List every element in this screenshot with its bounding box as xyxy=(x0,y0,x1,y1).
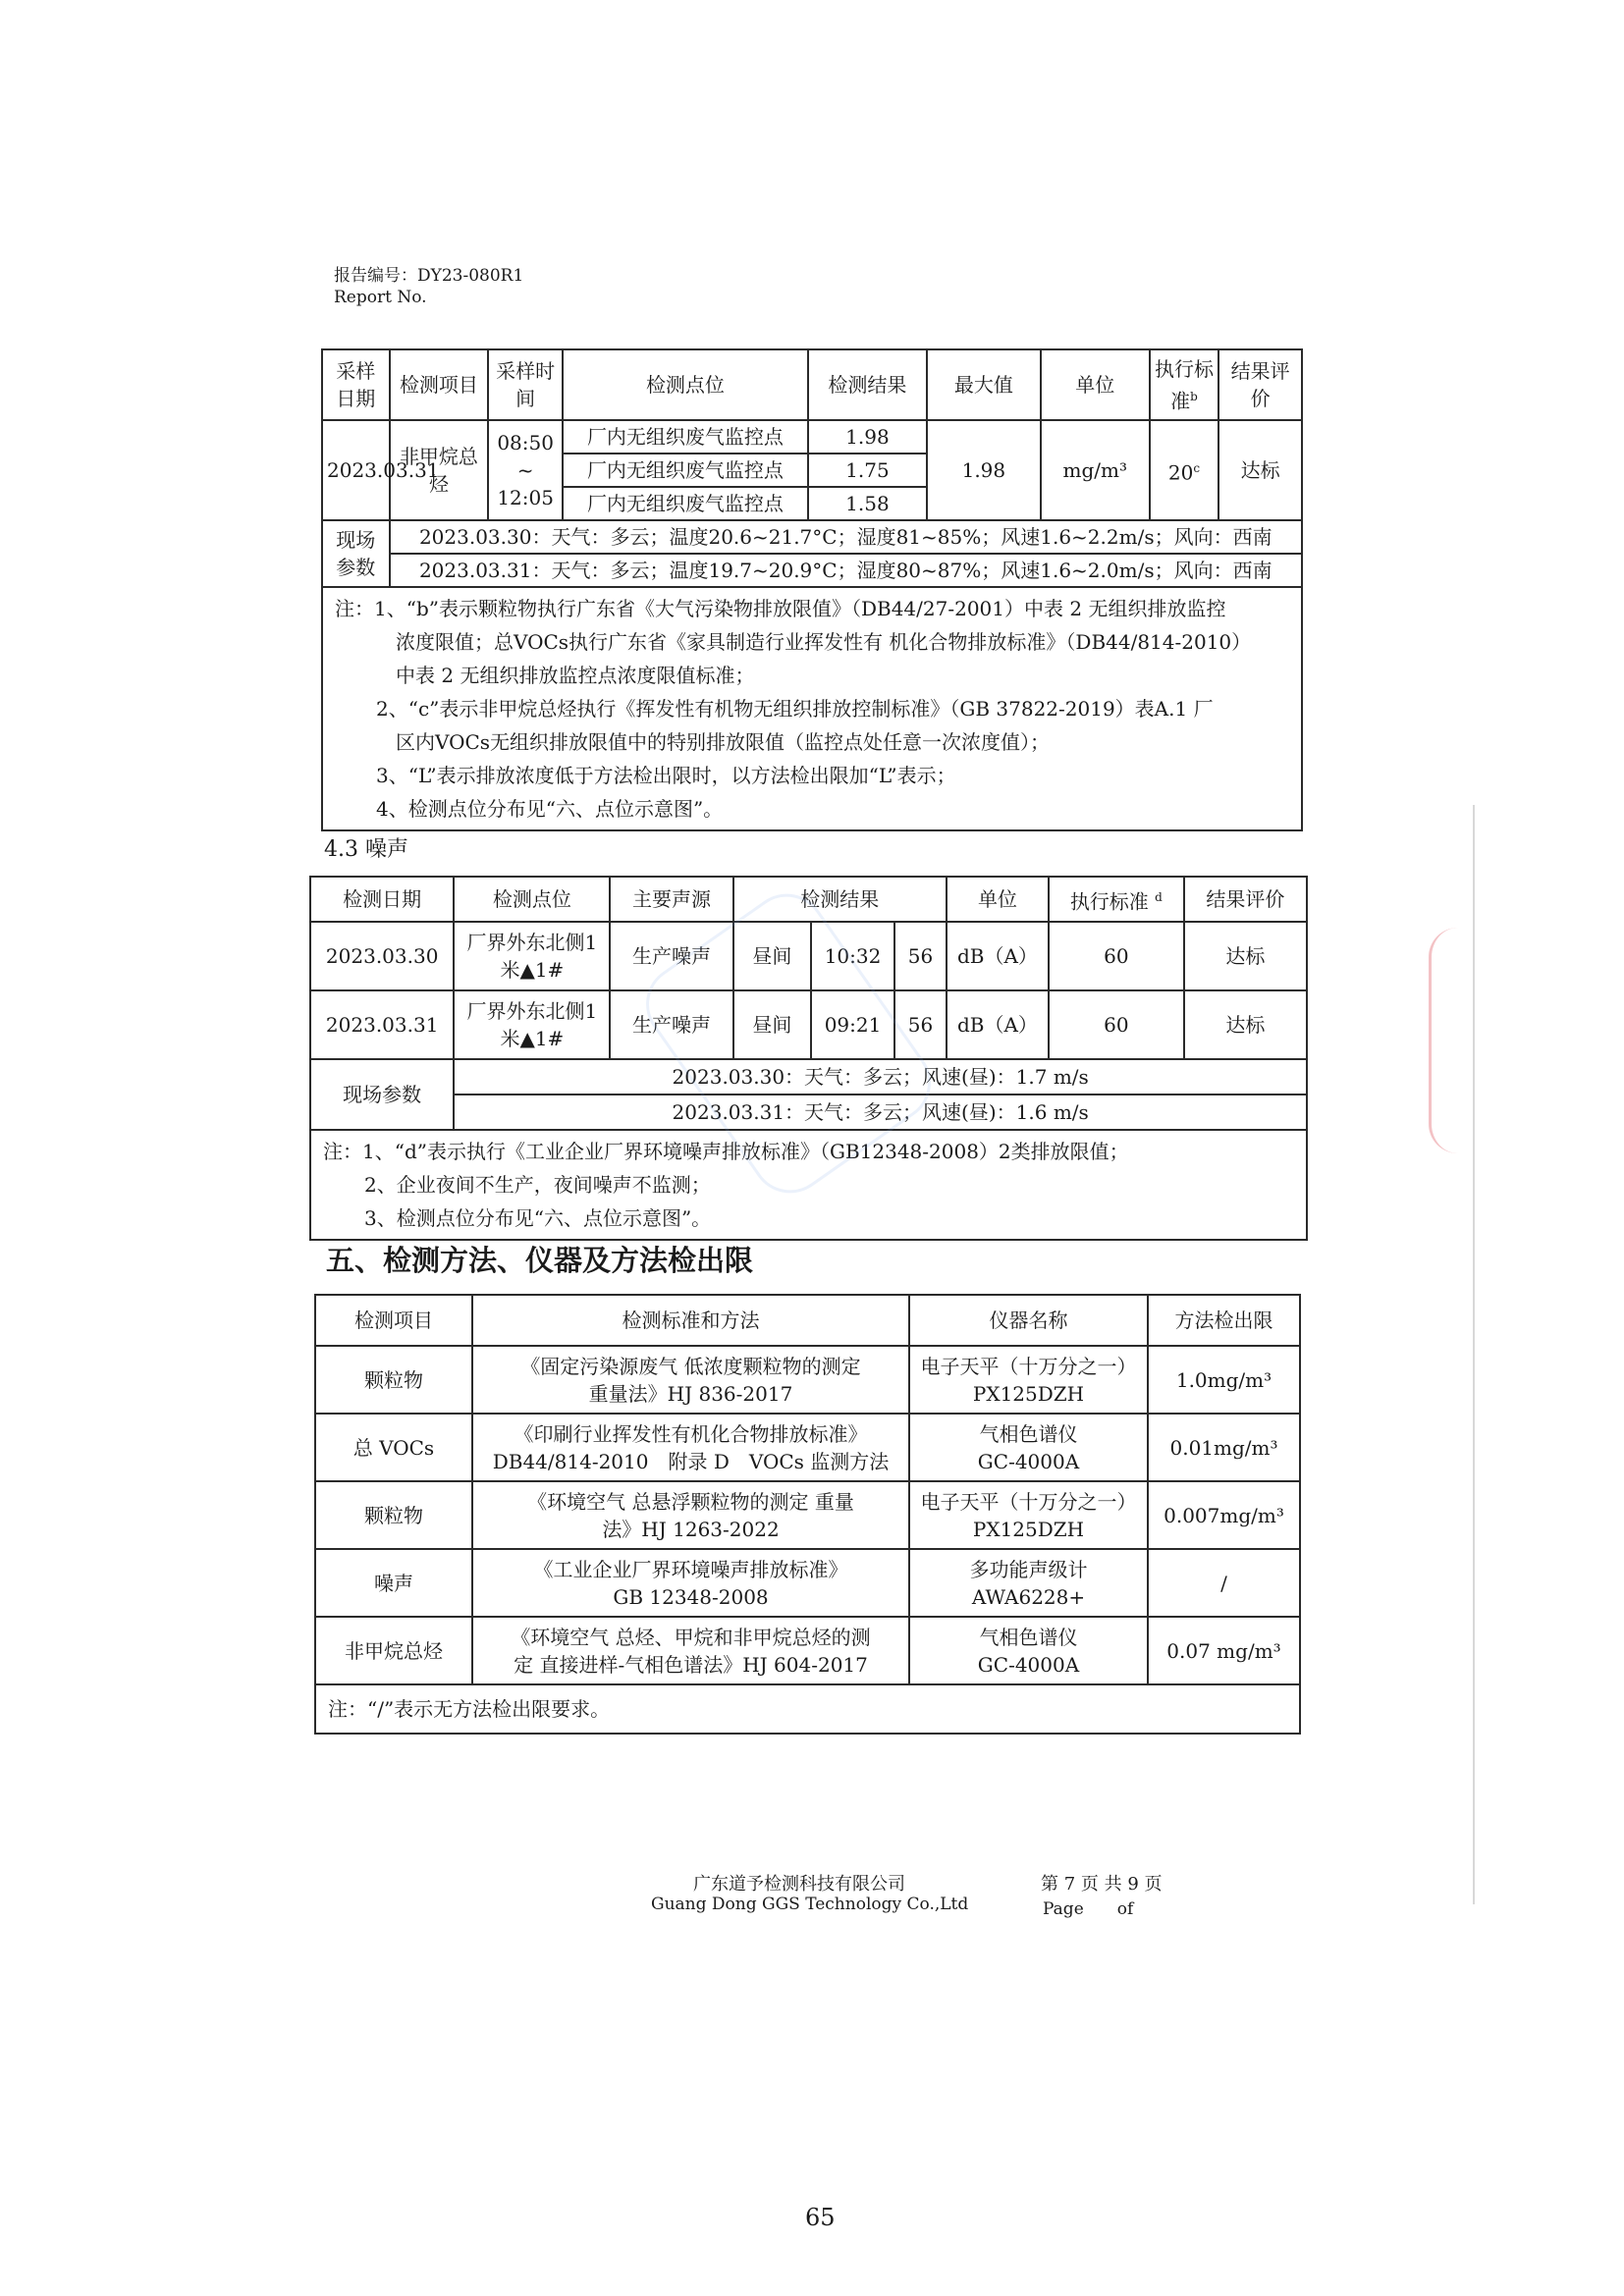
row-item: 总 VOCs xyxy=(315,1414,472,1481)
note-line: 3、检测点位分布见“六、点位示意图”。 xyxy=(364,1206,712,1230)
header-eval: 结果评价 xyxy=(1184,877,1307,922)
note-line: 浓度限值；总VOCs执行广东省《家具制造行业挥发性有 机化合物排放标准》（DB44/814-2010） xyxy=(396,630,1252,654)
method-table xyxy=(314,1294,1301,1735)
row-unit: mg/m³ xyxy=(1041,420,1150,520)
header-item: 检测项目 xyxy=(315,1295,472,1346)
notes xyxy=(322,587,1302,830)
row-method: 《环境空气 总悬浮颗粒物的测定 重量 法》HJ 1263-2022 xyxy=(472,1481,909,1549)
footer-page-cn: 第 7 页 共 9 页 xyxy=(1041,1874,1163,1895)
note-line: 注：1、“b”表示颗粒物执行广东省《大气污染物排放限值》（DB44/27-2001）中表 2 无组织排放监控 xyxy=(335,597,1226,620)
header-unit: 单位 xyxy=(1041,349,1150,420)
row-item: 噪声 xyxy=(315,1549,472,1617)
row-period: 昼间 xyxy=(733,922,812,990)
row-item: 非甲烷总烃 xyxy=(315,1617,472,1684)
row-item: 非甲烷总烃 xyxy=(390,420,489,520)
row-limit: / xyxy=(1148,1549,1300,1617)
header-date: 检测日期 xyxy=(310,877,454,922)
row-result: 1.98 xyxy=(808,420,927,454)
row-item: 颗粒物 xyxy=(315,1481,472,1549)
report-number-cn: 报告编号：DY23-080R1 xyxy=(334,266,524,286)
row-max: 1.98 xyxy=(927,420,1041,520)
row-period: 昼间 xyxy=(733,990,812,1059)
site-param: 2023.03.31：天气：多云；风速(昼)：1.6 m/s xyxy=(454,1095,1307,1130)
row-std: 60 xyxy=(1049,990,1184,1059)
header-instrument: 仪器名称 xyxy=(909,1295,1148,1346)
row-point: 厂内无组织废气监控点 xyxy=(563,454,808,487)
site-param: 2023.03.31：天气：多云；温度19.7~20.9°C；湿度80~87%；风速1.6~2.0m/s；风向：西南 xyxy=(390,554,1302,587)
row-instrument: 电子天平（十万分之一） PX125DZH xyxy=(909,1481,1148,1549)
header-date: 采样日期 xyxy=(322,349,390,420)
row-point: 厂界外东北侧1米▲1# xyxy=(454,922,610,990)
header-source: 主要声源 xyxy=(610,877,732,922)
section-4-3-title: 4.3 噪声 xyxy=(324,837,408,862)
row-instrument: 电子天平（十万分之一） PX125DZH xyxy=(909,1346,1148,1414)
row-value: 56 xyxy=(894,990,947,1059)
row-point: 厂内无组织废气监控点 xyxy=(563,420,808,454)
header-result: 检测结果 xyxy=(733,877,947,922)
row-item: 颗粒物 xyxy=(315,1346,472,1414)
row-limit: 0.007mg/m³ xyxy=(1148,1481,1300,1549)
header-item: 检测项目 xyxy=(390,349,489,420)
note-line: 注：“/”表示无方法检出限要求。 xyxy=(315,1684,1300,1734)
footer-page-en: Page of xyxy=(1043,1899,1134,1919)
row-value: 56 xyxy=(894,922,947,990)
page-number: 65 xyxy=(805,2204,836,2231)
report-number xyxy=(334,265,523,308)
footer-company-en: Guang Dong GGS Technology Co.,Ltd xyxy=(651,1895,969,1914)
footer-company-cn: 广东道予检测科技有限公司 xyxy=(693,1874,905,1895)
header-std: 执行标准$^b$ xyxy=(1150,349,1219,420)
row-eval: 达标 xyxy=(1184,990,1307,1059)
header-result: 检测结果 xyxy=(808,349,927,420)
row-std: 60 xyxy=(1049,922,1184,990)
row-point: 厂界外东北侧1米▲1# xyxy=(454,990,610,1059)
header-max: 最大值 xyxy=(927,349,1041,420)
row-result: 1.75 xyxy=(808,454,927,487)
row-eval: 达标 xyxy=(1218,420,1302,520)
site-param: 2023.03.30：天气：多云；风速(昼)：1.7 m/s xyxy=(454,1059,1307,1095)
row-method: 《环境空气 总烃、甲烷和非甲烷总烃的测 定 直接进样-气相色谱法》HJ 604-2017 xyxy=(472,1617,909,1684)
row-date: 2023.03.31 xyxy=(322,420,390,520)
row-time: 09:21 xyxy=(811,990,894,1059)
header-limit: 方法检出限 xyxy=(1148,1295,1300,1346)
note-line: 注：1、“d”表示执行《工业企业厂界环境噪声排放标准》（GB12348-2008）2类排放限值； xyxy=(323,1140,1129,1163)
row-date: 2023.03.30 xyxy=(310,922,454,990)
header-std: 执行标准 $^d$ xyxy=(1049,877,1184,922)
row-limit: 0.01mg/m³ xyxy=(1148,1414,1300,1481)
row-source: 生产噪声 xyxy=(610,922,732,990)
row-instrument: 多功能声级计 AWA6228+ xyxy=(909,1549,1148,1617)
row-method: 《固定污染源废气 低浓度颗粒物的测定 重量法》HJ 836-2017 xyxy=(472,1346,909,1414)
row-std: 20$^c$ xyxy=(1150,420,1219,520)
site-label: 现场参数 xyxy=(322,520,390,587)
report-number-en: Report No. xyxy=(334,288,427,307)
header-eval: 结果评价 xyxy=(1218,349,1302,420)
row-method: 《工业企业厂界环境噪声排放标准》 GB 12348-2008 xyxy=(472,1549,909,1617)
vocs-result-table xyxy=(321,348,1303,831)
note-line: 2、“c”表示非甲烷总烃执行《挥发性有机物无组织排放控制标准》（GB 37822-2019）表A.1 厂 xyxy=(376,697,1214,721)
row-unit: dB（A） xyxy=(947,990,1049,1059)
row-source: 生产噪声 xyxy=(610,990,732,1059)
header-time: 采样时间 xyxy=(488,349,563,420)
row-point: 厂内无组织废气监控点 xyxy=(563,487,808,520)
note-line: 区内VOCs无组织排放限值中的特别排放限值（监控点处任意一次浓度值）； xyxy=(396,730,1051,754)
note-line: 3、“L”表示排放浓度低于方法检出限时，以方法检出限加“L”表示； xyxy=(376,764,956,787)
seal-stamp-icon xyxy=(1429,928,1490,1153)
note-line: 2、企业夜间不生产，夜间噪声不监测； xyxy=(364,1173,711,1197)
site-param: 2023.03.30：天气：多云；温度20.6~21.7°C；湿度81~85%；风速1.6~2.2m/s；风向：西南 xyxy=(390,520,1302,554)
row-limit: 0.07 mg/m³ xyxy=(1148,1617,1300,1684)
site-label: 现场参数 xyxy=(310,1059,454,1130)
header-point: 检测点位 xyxy=(563,349,808,420)
header-point: 检测点位 xyxy=(454,877,610,922)
header-method: 检测标准和方法 xyxy=(472,1295,909,1346)
header-unit: 单位 xyxy=(947,877,1049,922)
note-line: 中表 2 无组织排放监控点浓度限值标准； xyxy=(396,664,755,687)
row-instrument: 气相色谱仪 GC-4000A xyxy=(909,1617,1148,1684)
row-result: 1.58 xyxy=(808,487,927,520)
note-line: 4、检测点位分布见“六、点位示意图”。 xyxy=(376,797,724,821)
row-eval: 达标 xyxy=(1184,922,1307,990)
row-date: 2023.03.31 xyxy=(310,990,454,1059)
row-time: 10:32 xyxy=(811,922,894,990)
row-method: 《印刷行业挥发性有机化合物排放标准》 DB44/814-2010 附录 D VOCs 监测方法 xyxy=(472,1414,909,1481)
row-time: 08:50 ~ 12:05 xyxy=(488,420,563,520)
row-instrument: 气相色谱仪 GC-4000A xyxy=(909,1414,1148,1481)
row-limit: 1.0mg/m³ xyxy=(1148,1346,1300,1414)
section-5-title: 五、检测方法、仪器及方法检出限 xyxy=(326,1244,754,1277)
row-unit: dB（A） xyxy=(947,922,1049,990)
